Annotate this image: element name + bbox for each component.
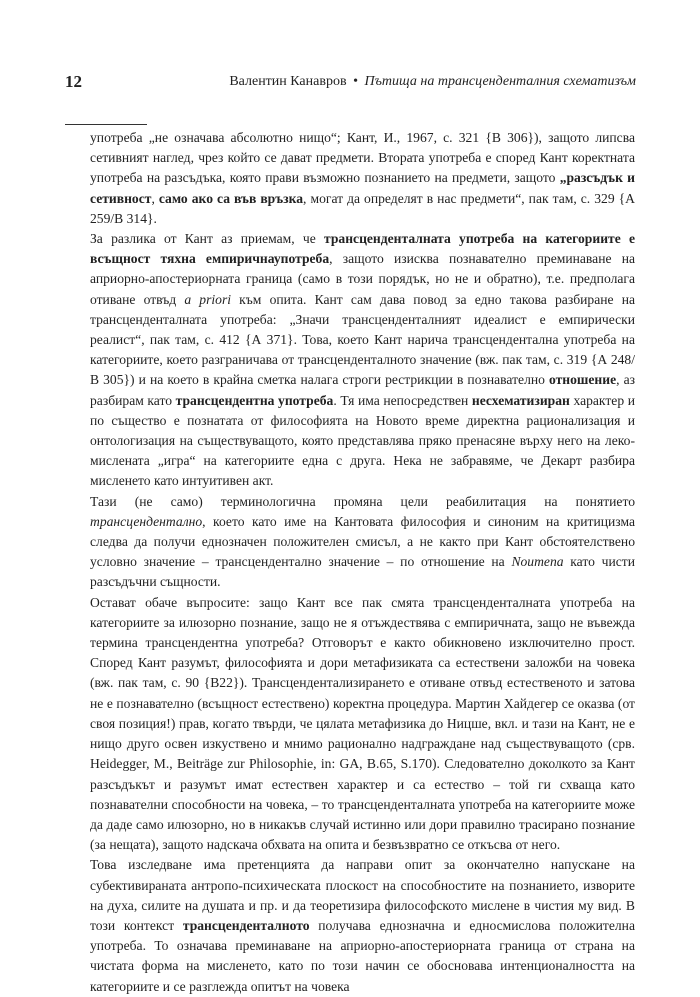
italic-text: трансцендентално <box>90 513 203 529</box>
bold-text: отношение <box>549 372 617 388</box>
body-text <box>90 128 635 997</box>
text-run: към опита. Кант сам дава повод за едно такова разбиране на трансценденталната употреба: „Значи трансценденталният идеалист е емпирически реалист“, пак там, с. 412 {А 371}. Това, което Кант нарича трансцендентална употреба на категориите, което разграничава от трансценденталното значение (вж. пак там, с. 319 {А 248/В 305}) и на което в крайна сметка налага строги рестрикции в познавателно <box>90 291 636 388</box>
text-run: получава еднозначна и едносмислова положителна употреба. То означава преминаване на априорно-апостериорната граница от страна на чистата форма на мисленето, като по този начин се обосновава интенционалността на категориите и се разглежда опитът на човека <box>90 917 635 994</box>
paragraph <box>90 593 635 856</box>
bold-text: трансценденталната употреба на категориите е всъщност тяхна емпиричнаупотреба <box>90 231 635 267</box>
footnote-rule <box>65 124 147 125</box>
bold-text: трансцендентна употреба <box>175 392 334 408</box>
text-run: употреба „не означава абсолютно нищо“; Кант, И., 1967, с. 321 {В 306}), защото липсва сетивният наглед, чрез който се дават предмети. Втората употреба е според Кант коректната употреба на разсъдъка, която прави възможно познанието на предмети, защото <box>90 130 635 186</box>
running-head <box>229 74 636 90</box>
text-run: Остават обаче въпросите: защо Кант все пак смята трансценденталната употреба на категориите за илюзорно познание, защо не я отъждествява с емпиричната, защо не въвежда термина трансцендентна употреба? Отговорът е както обикновено изключително прост. Според Кант разумът, философията и дори метафизиката са естествени заложби на човека (вж. пак там, с. 90 {В22}). Трансцендентализирането е отиване отвъд естественото и затова не е познавателно (всъщност естествено) коректна процедура. Мартин Хайдегер се оказва (от своя позиция!) прав, когато твърди, че цялата метафизика до Ницше, вкл. и тази на Кант, не е нищо друго освен изкуствено и мнимо рационално надграждане над съществуващото (срв. Heidegger, M., Beiträge zur Philosophie, in: GA, B.65, S.170). Следователно доколкото за Кант разсъдъкът и разумът имат естествен характер и са естество – той ги схваща като познавателни способности на човека, – то трансценденталната употреба на категориите може да даде само илюзорно, но в никакъв случай истинно или дори правилно трасирано познание (за нещата), защото надскача обхвата на опита и безвъзвратно се откъсва от него. <box>90 594 635 853</box>
paragraph <box>90 128 635 229</box>
text-run: като чисти разсъдъчни същности. <box>90 554 635 590</box>
paragraph <box>90 855 635 996</box>
bold-text: само ако са във връзка <box>158 190 304 206</box>
text-run: Това изследване има претенцията да направи опит за окончателно напускане на субективираната антропо-психическата плоскост на способностите на познанието, изворите на духа, силите на душата и пр. и да теоретизира философското мислене в чистия му вид. В този контекст <box>90 857 635 933</box>
text-run: Тази (не само) терминологична промяна цели реабилитация на понятието <box>90 493 635 509</box>
running-head-separator: • <box>353 74 358 89</box>
text-run: , <box>151 190 159 206</box>
text-run: , могат да определят в нас предмети“, пак там, с. 329 {А 259/В 314}. <box>90 190 635 226</box>
paragraph <box>90 229 635 492</box>
running-head-book-title: Пътища на трансценденталния схематизъм <box>364 74 636 89</box>
paragraph <box>90 492 635 593</box>
text-run: За разлика от Кант аз приемам, че <box>90 231 324 247</box>
text-run: , което като име на Кантовата философия и синоним на критицизма следва да получи еднозначен положителен смисъл, а не както при Кант обстоятелствено условно значение – трансцендентално значение – по отношение на <box>90 513 635 570</box>
bold-text: трансценденталното <box>182 917 310 933</box>
running-head-author: Валентин Канавров <box>229 74 347 89</box>
text-run: , аз разбирам като <box>90 372 636 408</box>
italic-text: Noumena <box>511 554 564 570</box>
italic-text: a priori <box>184 291 232 307</box>
text-run: , защото изисква познавателно преминаване на априорно-апостериорната граница (само в този порядък, но не и обратно), т.е. предполага отиване отвъд <box>90 251 635 307</box>
page-number: 12 <box>65 72 82 91</box>
bold-text: „разсъдък и сетивност <box>90 170 635 206</box>
bold-text: несхематизиран <box>471 392 570 408</box>
text-run: . Тя има непосредствен <box>333 392 472 408</box>
text-run: характер и по същество е познатата от философията на Новото време директна рационализация и онтологизация на съществуващото, която представлява пряко пренасяне върху него на леко-мислената „игра“ на категориите една с друга. Нека не забравяме, че Декарт разбира мисленето като интуитивен акт. <box>90 392 635 489</box>
